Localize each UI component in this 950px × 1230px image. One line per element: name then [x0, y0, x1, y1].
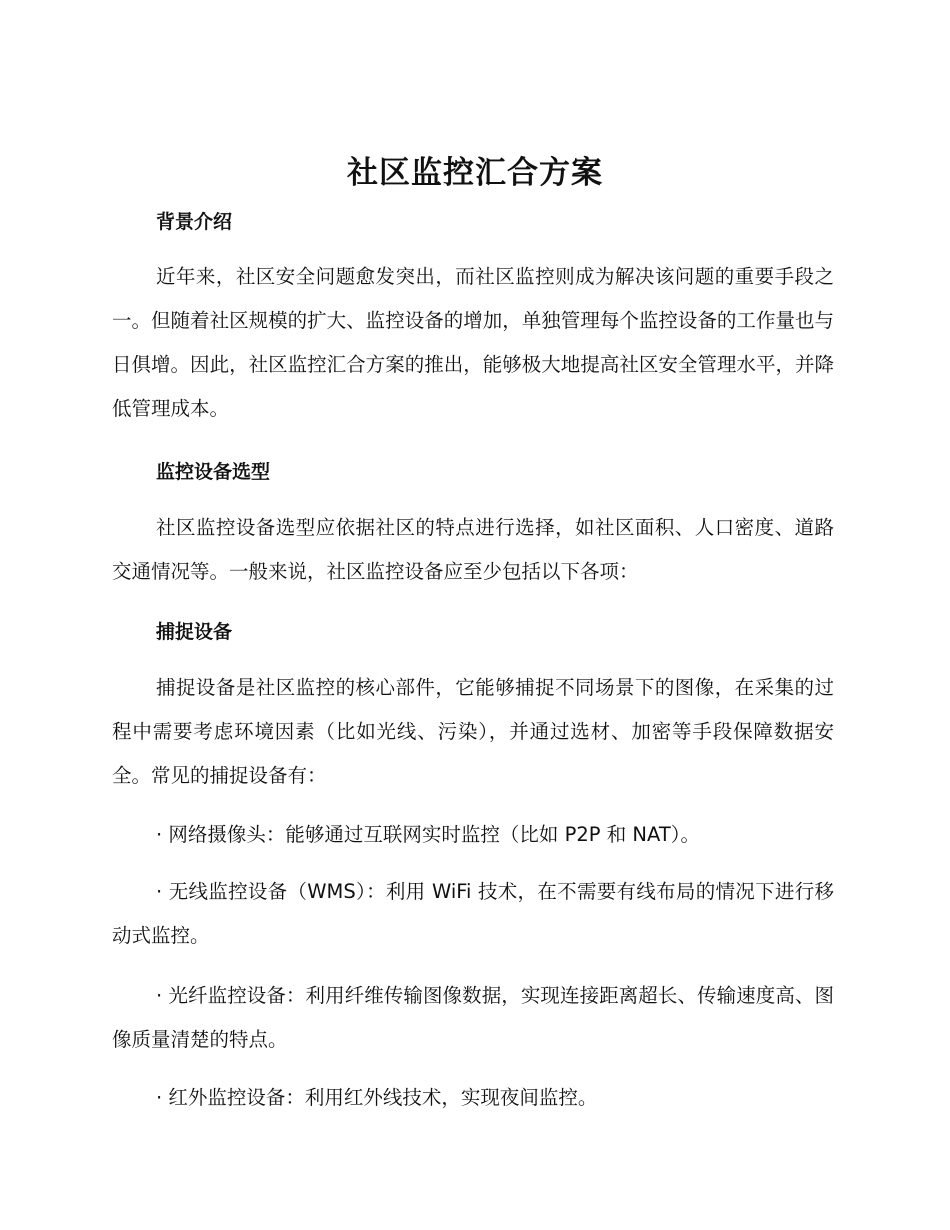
- paragraph-device-selection: 社区监控设备选型应依据社区的特点进行选择，如社区面积、人口密度、道路交通情况等。一般来说，社区监控设备应至少包括以下各项：: [112, 516, 834, 583]
- list-item-infrared-monitoring: · 红外监控设备：利用红外线技术，实现夜间监控。: [156, 1086, 598, 1109]
- section-heading-background: 背景介绍: [156, 211, 233, 233]
- list-item-network-camera: · 网络摄像头：能够通过互联网实时监控（比如 P2P 和 NAT）。: [156, 823, 700, 846]
- paragraph-capture-devices: 捕捉设备是社区监控的核心部件，它能够捕捉不同场景下的图像，在采集的过程中需要考虑环境因素（比如光线、污染），并通过选材、加密等手段保障数据安全。常见的捕捉设备有：: [112, 676, 834, 787]
- paragraph-background: 近年来，社区安全问题愈发突出，而社区监控则成为解决该问题的重要手段之一。但随着社区规模的扩大、监控设备的增加，单独管理每个监控设备的工作量也与日俱增。因此，社区监控汇合方案的推出，能够极大地提高社区安全管理水平，并降低管理成本。: [112, 265, 834, 420]
- list-item-wireless-monitoring: · 无线监控设备（WMS）：利用 WiFi 技术，在不需要有线布局的情况下进行移动式监控。: [112, 880, 834, 947]
- section-heading-capture-devices: 捕捉设备: [156, 621, 233, 643]
- section-heading-device-selection: 监控设备选型: [156, 461, 271, 483]
- document-title: 社区监控汇合方案: [347, 155, 603, 191]
- list-item-fiber-monitoring: · 光纤监控设备：利用纤维传输图像数据，实现连接距离超长、传输速度高、图像质量清楚的特点。: [112, 984, 834, 1051]
